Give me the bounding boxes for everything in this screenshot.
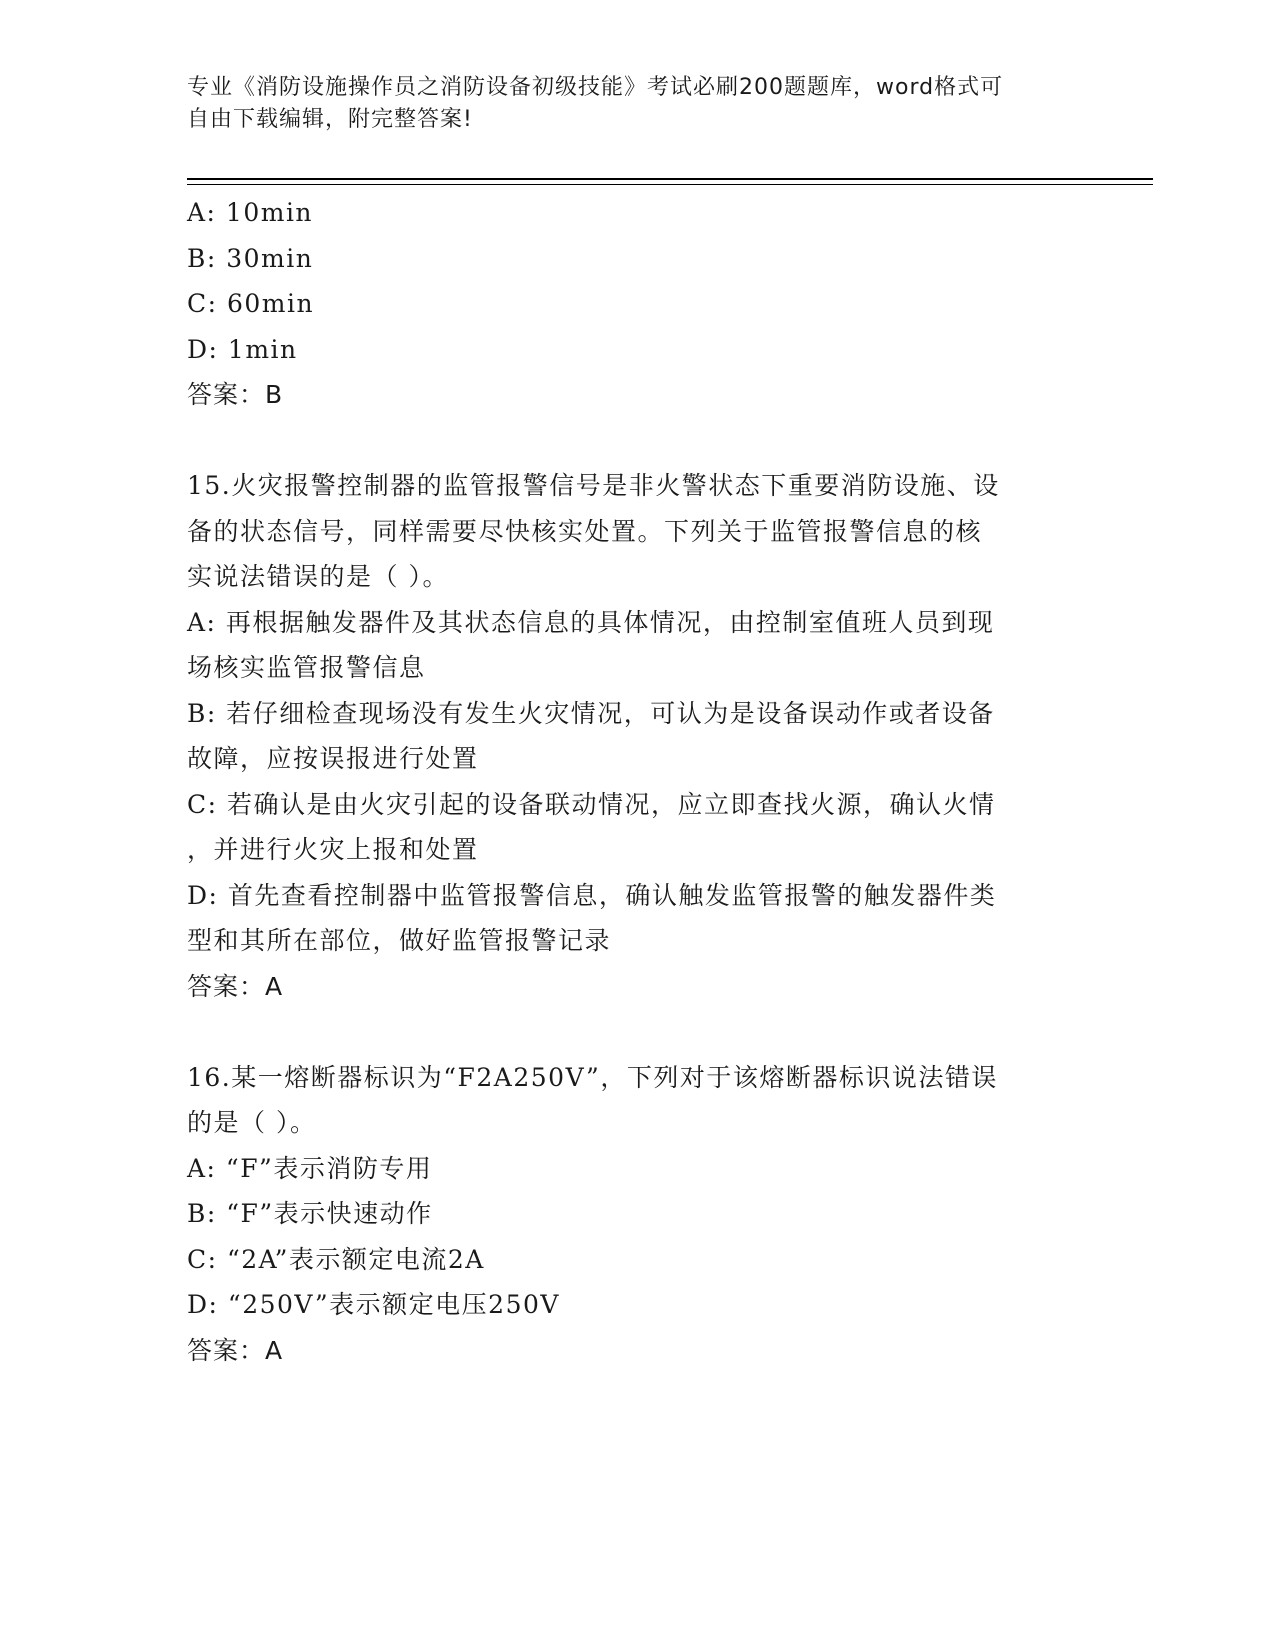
question-16-stem-line: 16.某一熔断器标识为“F2A250V”，下列对于该熔断器标识说法错误 <box>187 1062 998 1092</box>
question-15-option-c: C: 若确认是由火灾引起的设备联动情况，应立即查找火源，确认火情 <box>187 789 996 819</box>
question-spacer <box>187 1009 1067 1055</box>
question-16-option-b: B: “F”表示快速动作 <box>187 1199 433 1228</box>
question-15-option-d: D: 首先查看控制器中监管报警信息，确认触发监管报警的触发器件类 <box>187 880 997 910</box>
question-14-option-d: D: 1min <box>187 334 298 364</box>
header-line-2: 自由下载编辑，附完整答案! <box>187 107 473 132</box>
question-16-option-a: A: “F”表示消防专用 <box>187 1153 433 1183</box>
question-16-option-d: D: “250V”表示额定电压250V <box>187 1290 560 1319</box>
question-spacer <box>187 418 1067 464</box>
question-15-stem-line: 实说法错误的是（ ）。 <box>187 562 449 591</box>
question-15-option-d-cont: 型和其所在部位，做好监管报警记录 <box>187 926 612 955</box>
question-15-option-b: B: 若仔细检查现场没有发生火灾情况，可认为是设备误动作或者设备 <box>187 698 995 728</box>
question-15-block <box>187 463 1067 1009</box>
question-15-option-b-cont: 故障，应按误报进行处置 <box>187 744 479 773</box>
question-15-option-c-cont: ，并进行火灾上报和处置 <box>187 835 479 864</box>
header-line-1: 专业《消防设施操作员之消防设备初级技能》考试必刷200题题库，word格式可 <box>187 75 1004 100</box>
question-15-stem-line: 备的状态信号，同样需要尽快核实处置。下列关于监管报警信息的核 <box>187 516 983 546</box>
question-15-option-a-cont: 场核实监管报警信息 <box>187 653 426 682</box>
question-14-option-c: C: 60min <box>187 289 315 318</box>
question-16-option-c: C: “2A”表示额定电流2A <box>187 1244 485 1274</box>
question-14-block <box>187 190 1067 418</box>
question-16-answer: 答案：A <box>187 1335 284 1365</box>
header-divider-thick <box>187 178 1153 180</box>
question-15-answer: 答案：A <box>187 971 284 1001</box>
question-15-option-a: A: 再根据触发器件及其状态信息的具体情况，由控制室值班人员到现 <box>187 607 995 637</box>
question-14-answer: 答案：B <box>187 380 284 409</box>
question-16-stem-line: 的是（ ）。 <box>187 1108 317 1137</box>
document-header <box>187 72 1067 136</box>
header-divider-thin <box>187 184 1153 185</box>
question-14-option-a: A: 10min <box>187 198 314 227</box>
question-15-stem-line: 15.火灾报警控制器的监管报警信号是非火警状态下重要消防设施、设 <box>187 471 1000 500</box>
question-16-block <box>187 1055 1067 1374</box>
question-14-option-b: B: 30min <box>187 243 314 273</box>
document-body <box>187 190 1067 1373</box>
